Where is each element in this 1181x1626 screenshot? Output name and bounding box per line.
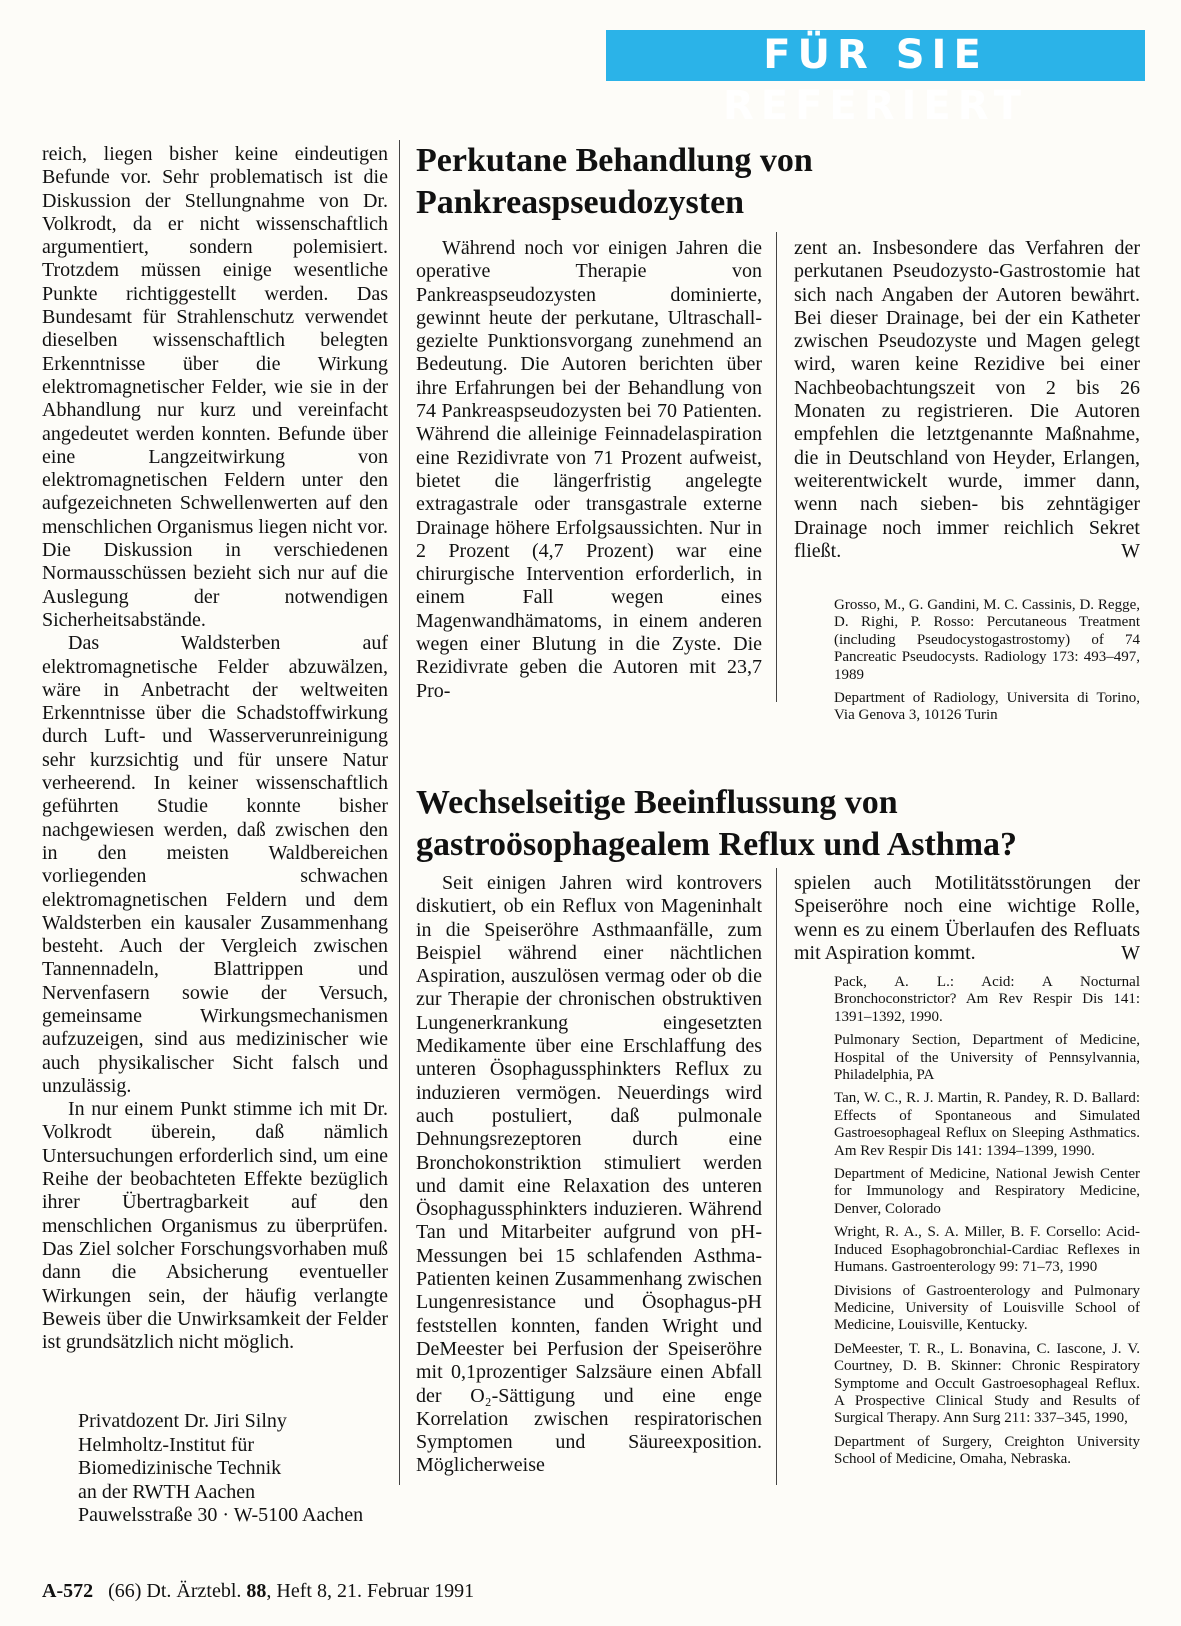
journal-issue: (66) Dt. Ärztebl. — [108, 1580, 242, 1602]
left-paragraph-3: In nur einem Punkt stimme ich mit Dr. Volkrodt überein, daß nämlich Untersuchungen erforderlich sind, um eine Reihe der beobachteten Effekte bezüglich ihrer Übertragbarkeit auf den menschlichen Organismus zu überprüfen. Das Ziel solcher Forschungsvorhaben muß dann die Absicherung eventueller Wirkungen sein, der häufig verlangte Beweis über die Unwirksamkeit der Felder ist grundsätzlich nicht möglich. — [42, 1098, 388, 1354]
article-1-title: Perkutane Behandlung von Pankreaspseudozysten — [416, 142, 813, 221]
author-signature — [78, 1410, 398, 1528]
page-footer — [42, 1580, 474, 1603]
article-1-column-2 — [794, 237, 1140, 563]
article-1-references — [834, 597, 1140, 731]
article-2-references — [834, 974, 1140, 1475]
reference-item: Department of Surgery, Creighton University School of Medicine, Omaha, Nebraska. — [834, 1433, 1140, 1468]
reference-item: Grosso, M., G. Gandini, M. C. Cassinis, D. Regge, D. Righi, P. Rosso: Percutaneous Treatment (including Pseudocystogastrostomy) of 74 Pancreatic Pseudocysts. Radiology 173: 493–497, 1989 — [834, 597, 1140, 683]
author-mark: W — [1121, 941, 1140, 964]
article-1-body-2-text: zent an. Insbesondere das Verfahren der perkutanen Pseudozysto-Gastrostomie hat sich nach Angaben der Autoren bewährt. Bei dieser Drainage, bei der ein Katheter zwischen Pseudozyste und Magen gelegt wird, waren keine Rezidive bei einer Nachbeobachtungszeit von 2 bis 26 Monaten zu registrieren. Die Autoren empfehlen die letztgenannte Maßnahme, die in Deutschland von Heyder, Erlangen, weiterentwickelt wurde, immer dann, wenn nach sieben- bis zehntägiger Drainage noch immer reichlich Sekret fließt. — [794, 237, 1140, 562]
reference-item: Tan, W. C., R. J. Martin, R. Pandey, R. D. Ballard: Effects of Spontaneous and Simulated Gastroesophageal Reflux on Sleeping Asthmatics. Am Rev Respir Dis 141: 1394–1399, 1990. — [834, 1090, 1140, 1159]
article-2-column-1 — [416, 872, 762, 1478]
signature-line: Helmholtz-Institut für — [78, 1433, 255, 1456]
left-paragraph-2: Das Waldsterben auf elektromagnetische Felder abzuwälzen, wäre in Anbetracht der weltweiten Erkenntnisse über die Schadstoffwirkung durch Luft- und Wasserverunreinigung sehr kurzsichtig und für unsere Natur verheerend. In keiner wissenschaftlich geführten Studie konnte bisher nachgewiesen werden, daß zwischen den in den meisten Waldbereichen vorliegenden schwachen elektromagnetischen Feldern und dem Waldsterben ein kausaler Zusammenhang besteht. Auch der Vergleich zwischen Tannennadeln, Blattrippen und Nervenfasern sowie der Versuch, gemeinsame Wirkungsmechanismen aufzuzeigen, sind aus medizinischer wie auch physikalischer Sicht falsch und unzulässig. — [42, 632, 388, 1097]
article-2-body-2 — [794, 872, 1140, 965]
signature-line: Privatdozent Dr. Jiri Silny — [78, 1410, 287, 1432]
article-2-body-1: Seit einigen Jahren wird kontrovers diskutiert, ob ein Reflux von Mageninhalt in die Speiseröhre Asthmaanfälle, zum Beispiel während einer nächtlichen Aspiration, auszulösen vermag oder ob die zur Therapie der chronischen obstruktiven Lungenerkrankung eingesetzten Medikamente über eine Erschlaffung des unteren Ösophagussphinkters Reflux zu induzieren vermögen. Neuerdings wird auch postuliert, daß pulmonale Dehnungsrezeptoren durch eine Bronchokonstriktion stimuliert werden und damit eine Relaxation des unteren Ösophagussphinkters induzieren. Während Tan und Mitarbeiter aufgrund von pH-Messungen bei 15 schlafenden Asthma-Patienten keinen Zusammenhang zwischen Lungenresistance und Ösophagus-pH feststellen konnten, fanden Wright und DeMeester bei Perfusion der Speiseröhre mit 0,1prozentiger Salzsäure einen Abfall der O₂-Sättigung und eine enge Korrelation zwischen respiratorischen Symptomen und Säureexposition. Möglicherweise — [416, 872, 762, 1477]
section-banner: FÜR SIE REFERIERT — [606, 30, 1145, 81]
journal-volume: 88 — [246, 1580, 267, 1602]
signature-line: an der RWTH Aachen — [78, 1480, 256, 1503]
article-1-body-1: Während noch vor einigen Jahren die operative Therapie von Pankreaspseudozysten dominierte, gewinnt heute der perkutane, Ultraschall-gezielte Punktionsvorgang zunehmend an Bedeutung. Die Autoren berichten über ihre Erfahrungen bei der Behandlung von 74 Pankreaspseudozysten bei 70 Patienten. Während die alleinige Feinnadelaspiration eine Rezidivrate von 71 Prozent aufweist, bietet die längerfristig angelegte extragastrale oder transgastrale externe Drainage höhere Erfolgsaussichten. Nur in 2 Prozent (4,7 Prozent) war eine chirurgische Intervention erforderlich, in einem Fall wegen eines Magenwandhämatoms, in einem anderen wegen einer Blutung in die Zyste. Die Rezidivrate geben die Autoren mit 23,7 Pro- — [416, 237, 762, 702]
reference-item: Pulmonary Section, Department of Medicine, Hospital of the University of Pennsylvannia, Philadelphia, PA — [834, 1032, 1140, 1084]
article-1-column-1 — [416, 237, 762, 703]
page-number: A-572 — [42, 1580, 94, 1602]
journal-date: , Heft 8, 21. Februar 1991 — [266, 1580, 475, 1602]
column-divider — [776, 868, 777, 1485]
column-divider — [776, 232, 777, 702]
reference-item: Department of Medicine, National Jewish Center for Immunology and Respiratory Medicine, Denver, Colorado — [834, 1166, 1140, 1217]
signature-line: Biomedizinische Technik — [78, 1457, 282, 1479]
reference-item: Divisions of Gastroenterology and Pulmonary Medicine, University of Louisville School of Medicine, Louisville, Kentucky. — [834, 1282, 1140, 1334]
left-paragraph-1: reich, liegen bisher keine eindeutigen Befunde vor. Sehr problematisch ist die Diskussion der Stellungnahme von Dr. Volkrodt, da er nicht wissenschaftlich argumentiert, sondern polemisiert. Trotzdem müssen einige wesentliche Punkte richtiggestellt werden. Das Bundesamt für Strahlenschutz verwendet dieselben wissenschaftlich belegten Erkenntnisse über die Wirkung elektromagnetischer Felder, wie sie in der Abhandlung nur kurz und vereinfacht angedeutet werden konnten. Befunde über eine Langzeitwirkung von elektromagnetischen Feldern unter den aufgezeichneten Schwellenwerten auf den menschlichen Organismus liegen nicht vor. Die Diskussion in verschiedenen Normausschüssen bezieht sich nur auf die Auslegung der notwendigen Sicherheitsabstände. — [42, 143, 388, 631]
signature-line: Pauwelsstraße 30 · W-5100 Aachen — [78, 1504, 364, 1526]
article-1-body-2 — [794, 237, 1140, 563]
article-2-title: Wechselseitige Beeinflussung von gastroösophagealem Reflux und Asthma? — [416, 784, 1018, 863]
column-divider — [399, 140, 400, 1485]
reference-item: Department of Radiology, Universita di Torino, Via Genova 3, 10126 Turin — [834, 690, 1140, 724]
reference-item: DeMeester, T. R., L. Bonavina, C. Iascone, J. V. Courtney, D. B. Skinner: Chronic Respiratory Symptome and Occult Gastroesophageal Reflux. A Prospective Clinical Study and Results of Surgical Therapy. Ann Surg 211: 337–345, 1990, — [834, 1340, 1140, 1427]
reference-item: Wright, R. A., S. A. Miller, B. F. Corsello: Acid-Induced Esophagobronchial-Cardiac Reflexes in Humans. Gastroenterology 99: 71–73, 1990 — [834, 1224, 1140, 1276]
reference-item: Pack, A. L.: Acid: A Nocturnal Bronchoconstrictor? Am Rev Respir Dis 141: 1391–1392, 1990. — [834, 974, 1140, 1025]
author-mark: W — [1121, 539, 1140, 562]
article-2-body-2-text: spielen auch Motilitätsstörungen der Speiseröhre noch eine wichtige Rolle, wenn es zu einem Überlaufen des Refluats mit Aspiration kommt. — [794, 872, 1140, 964]
left-column — [42, 143, 388, 1354]
article-2-column-2 — [794, 872, 1140, 965]
